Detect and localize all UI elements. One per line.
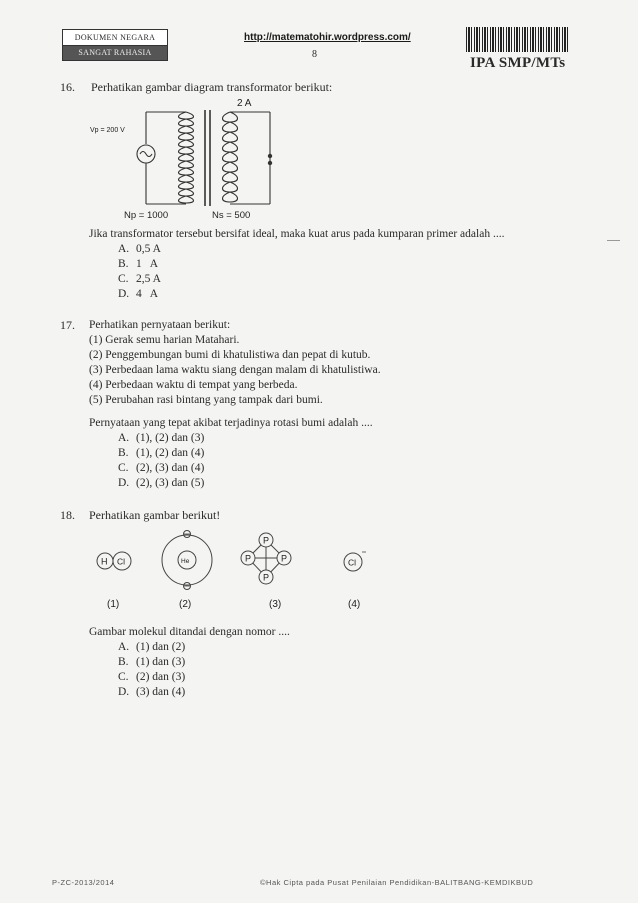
figure-label-3: (3) (269, 599, 282, 610)
q17-statement-5: (5) Perubahan rasi bintang yang tampak dari bumi. (89, 394, 323, 406)
stamp-bottom-text: SANGAT RAHASIA (63, 46, 167, 60)
figure-label-4: (4) (348, 599, 361, 610)
footer-code: P-ZC-2013/2014 (52, 878, 115, 887)
q18-option-c[interactable]: C. (2) dan (3) (118, 671, 186, 683)
atom-cl-label-1: Cl (117, 556, 126, 567)
q17-question: Pernyataan yang tepat akibat terjadinya rotasi bumi adalah .... (89, 417, 373, 429)
subject-title: IPA SMP/MTs (470, 55, 566, 71)
q16-option-a[interactable]: A. 0,5 A (118, 243, 161, 255)
q17-prompt: Perhatikan pernyataan berikut: (89, 319, 231, 331)
secondary-turns-label: Ns = 500 (212, 210, 251, 221)
q17-option-b[interactable]: B. (1), (2) dan (4) (118, 447, 205, 459)
q16-option-b[interactable]: B. 1 A (118, 258, 159, 270)
q16-prompt: Perhatikan gambar diagram transformator berikut: (91, 80, 333, 94)
q17-statements (89, 318, 381, 408)
primary-turns-label: Np = 1000 (124, 210, 169, 221)
barcode-image (466, 27, 569, 52)
primary-voltage-label: Vp = 200 V (90, 127, 125, 134)
q18-option-b[interactable]: B. (1) dan (3) (118, 656, 186, 668)
q18-option-a[interactable]: A. (1) dan (2) (118, 641, 186, 653)
atom-p-label-top: P (263, 535, 270, 546)
q17-options (118, 431, 204, 491)
atom-p-label-right: P (281, 553, 288, 564)
q18-options (118, 640, 185, 700)
q16-option-d[interactable]: D. 4 A (118, 288, 159, 300)
transformer-diagram (90, 92, 300, 226)
source-url-link[interactable]: http://matematohir.wordpress.com/ (244, 32, 411, 43)
current-label: 2 A (237, 98, 252, 109)
q17-statement-2: (2) Penggembungan bumi di khatulistiwa dan pepat di kutub. (89, 349, 371, 361)
q18-number: 18. (60, 508, 75, 522)
atom-p-label-left: P (245, 553, 252, 564)
q17-option-c[interactable]: C. (2), (3) dan (4) (118, 462, 205, 474)
q18-option-d[interactable]: D. (3) dan (4) (118, 686, 186, 698)
molecule-figures (85, 525, 385, 615)
atom-he-label: He (181, 558, 190, 565)
q16-question: Jika transformator tersebut bersifat ideal, maka kuat arus pada kumparan primer adalah .... (89, 228, 505, 240)
q17-statement-4: (4) Perbedaan waktu di tempat yang berbeda. (89, 379, 298, 391)
atom-h-label: H (101, 556, 108, 567)
q17-statement-3: (3) Perbedaan lama waktu siang dengan malam di khatulistiwa. (89, 364, 381, 376)
atom-cl-label-4: Cl (348, 557, 357, 568)
margin-mark (607, 240, 620, 241)
figure-label-2: (2) (179, 599, 192, 610)
document-stamp (62, 29, 168, 61)
atom-p-label-bottom: P (263, 572, 270, 583)
q16-option-c[interactable]: C. 2,5 A (118, 273, 161, 285)
figure-label-1: (1) (107, 599, 120, 610)
q17-statement-1: (1) Gerak semu harian Matahari. (89, 334, 240, 346)
q17-number: 17. (60, 318, 75, 332)
page-number: 8 (312, 49, 317, 60)
q18-question: Gambar molekul ditandai dengan nomor .... (89, 626, 290, 638)
q17-option-d[interactable]: D. (2), (3) dan (5) (118, 477, 205, 489)
stamp-top-text: DOKUMEN NEGARA (63, 30, 167, 46)
q17-option-a[interactable]: A. (1), (2) dan (3) (118, 432, 205, 444)
q18-prompt: Perhatikan gambar berikut! (89, 508, 221, 522)
q16-number: 16. (60, 80, 75, 94)
q16-options (118, 242, 161, 302)
footer-copyright: ©Hak Cipta pada Pusat Penilaian Pendidikan-BALITBANG-KEMDIKBUD (260, 878, 534, 887)
